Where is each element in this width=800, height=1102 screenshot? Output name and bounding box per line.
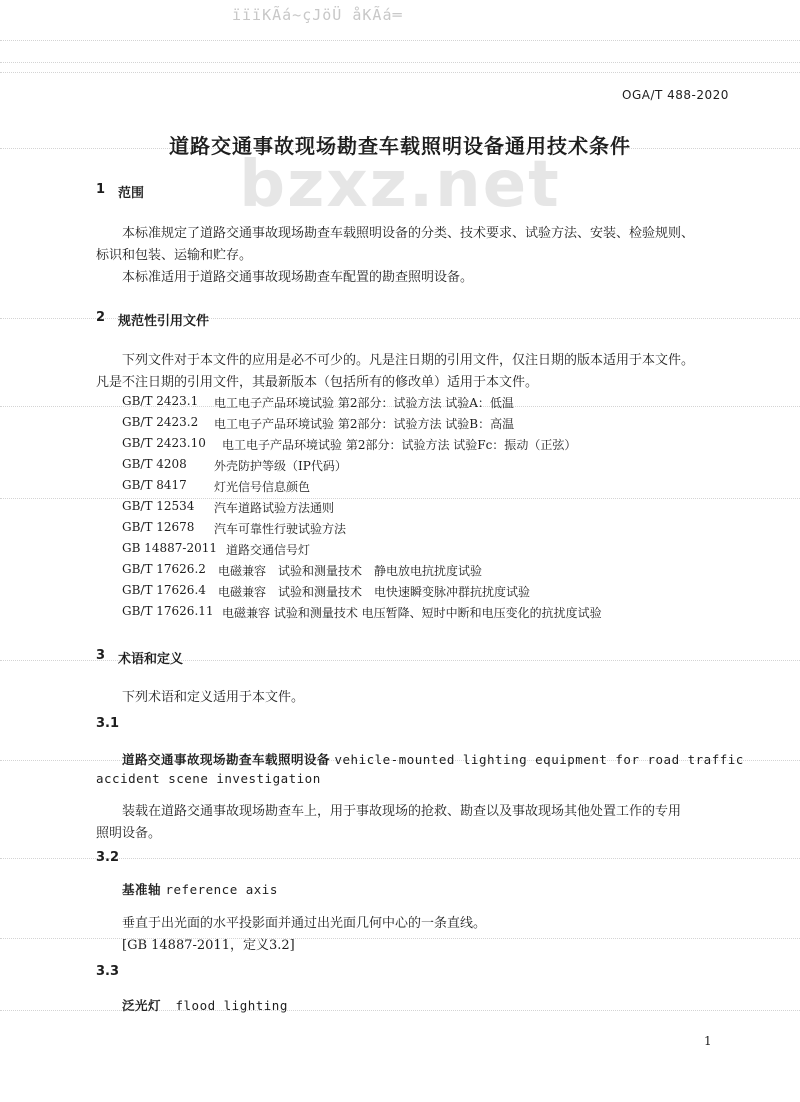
page-title: 道路交通事故现场勘查车载照明设备通用技术条件 [169,134,631,158]
scan-line [0,72,800,73]
reference-code: GB/T 17626.11 [122,604,214,618]
reference-name: 电工电子产品环境试验 第2部分：试验方法 试验B：高温 [214,417,515,431]
term-line [122,880,278,898]
section-1-title: 范围 [118,186,145,201]
section-1-number: 1 [96,182,106,197]
reference-name: 汽车可靠性行驶试验方法 [214,522,347,536]
reference-item [122,562,722,582]
term-line [122,996,288,1014]
reference-item [122,415,722,435]
reference-item [122,520,722,540]
watermark: bzxz.net [239,148,561,222]
scan-line [0,1010,800,1011]
term-number: 3.1 [96,716,120,731]
term-en: vehicle-mounted lighting equipment for road traffic [334,752,744,767]
page-number: 1 [704,1034,712,1048]
scan-line [0,40,800,41]
section-2-number: 2 [96,310,106,325]
reference-name: 道路交通信号灯 [226,543,311,557]
term-number: 3.3 [96,964,120,979]
reference-item [122,394,722,414]
document-number: OGA/T 488-2020 [622,88,729,102]
reference-name: 电磁兼容 试验和测量技术 电快速瞬变脉冲群抗扰度试验 [218,585,531,599]
reference-code: GB/T 17626.4 [122,583,206,597]
reference-name: 汽车道路试验方法通则 [214,501,335,515]
term-definition-line1: 装载在道路交通事故现场勘查车上，用于事故现场的抢救、勘查以及事故现场其他处置工作的专用 [122,804,682,819]
term-cn: 道路交通事故现场勘查车载照明设备 [122,752,331,767]
reference-item [122,457,722,477]
section-1-para1-line1: 本标准规定了道路交通事故现场勘查车载照明设备的分类、技术要求、试验方法、安装、检验规则、 [122,226,695,241]
section-1-para2: 本标准适用于道路交通事故现场勘查车配置的勘查照明设备。 [122,270,474,285]
reference-code: GB 14887-2011 [122,541,217,555]
term-definition-line2: 照明设备。 [96,826,162,841]
reference-item [122,583,722,603]
term-cn: 基准轴 [122,882,162,897]
reference-code: GB/T 2423.2 [122,415,199,429]
section-2-intro-line2: 凡是不注日期的引用文件，其最新版本（包括所有的修改单）适用于本文件。 [96,375,539,390]
reference-item [122,436,722,456]
reference-item [122,604,722,624]
scan-line [0,62,800,63]
term-cn: 泛光灯 [122,998,162,1013]
reference-code: GB/T 8417 [122,478,187,492]
reference-code: GB/T 2423.1 [122,394,199,408]
reference-item [122,499,722,519]
section-2-intro-line1: 下列文件对于本文件的应用是必不可少的。凡是注日期的引用文件，仅注日期的版本适用于本文件。 [122,353,695,368]
section-1-para1-line2: 标识和包装、运输和贮存。 [96,248,253,263]
term-line [122,750,744,768]
term-definition: 垂直于出光面的水平投影面并通过出光面几何中心的一条直线。 [122,916,487,931]
section-3-title: 术语和定义 [118,652,184,667]
term-source: [GB 14887-2011，定义3.2] [122,938,295,953]
reference-name: 外壳防护等级（IP代码） [214,459,347,473]
reference-code: GB/T 12534 [122,499,195,513]
scan-line [0,858,800,859]
term-en: flood lighting [175,998,288,1013]
reference-name: 灯光信号信息颜色 [214,480,311,494]
reference-item [122,541,722,561]
reference-name: 电工电子产品环境试验 第2部分：试验方法 试验A：低温 [214,396,514,410]
reference-code: GB/T 12678 [122,520,195,534]
term-number: 3.2 [96,850,120,865]
reference-name: 电磁兼容 试验和测量技术 电压暂降、短时中断和电压变化的抗扰度试验 [222,606,602,620]
reference-name: 电磁兼容 试验和测量技术 静电放电抗扰度试验 [218,564,483,578]
scan-line [0,938,800,939]
reference-code: GB/T 17626.2 [122,562,206,576]
section-3-number: 3 [96,648,106,663]
reference-code: GB/T 2423.10 [122,436,206,450]
reference-name: 电工电子产品环境试验 第2部分：试验方法 试验Fc：振动（正弦） [222,438,577,452]
section-2-title: 规范性引用文件 [118,314,210,329]
header-garbled-text: ïïïKÃá~çJöÜ åKÃá═ [232,6,403,24]
section-3-intro: 下列术语和定义适用于本文件。 [122,690,305,705]
term-en-continued: accident scene investigation [96,771,321,786]
reference-item [122,478,722,498]
reference-code: GB/T 4208 [122,457,187,471]
term-en: reference axis [165,882,278,897]
